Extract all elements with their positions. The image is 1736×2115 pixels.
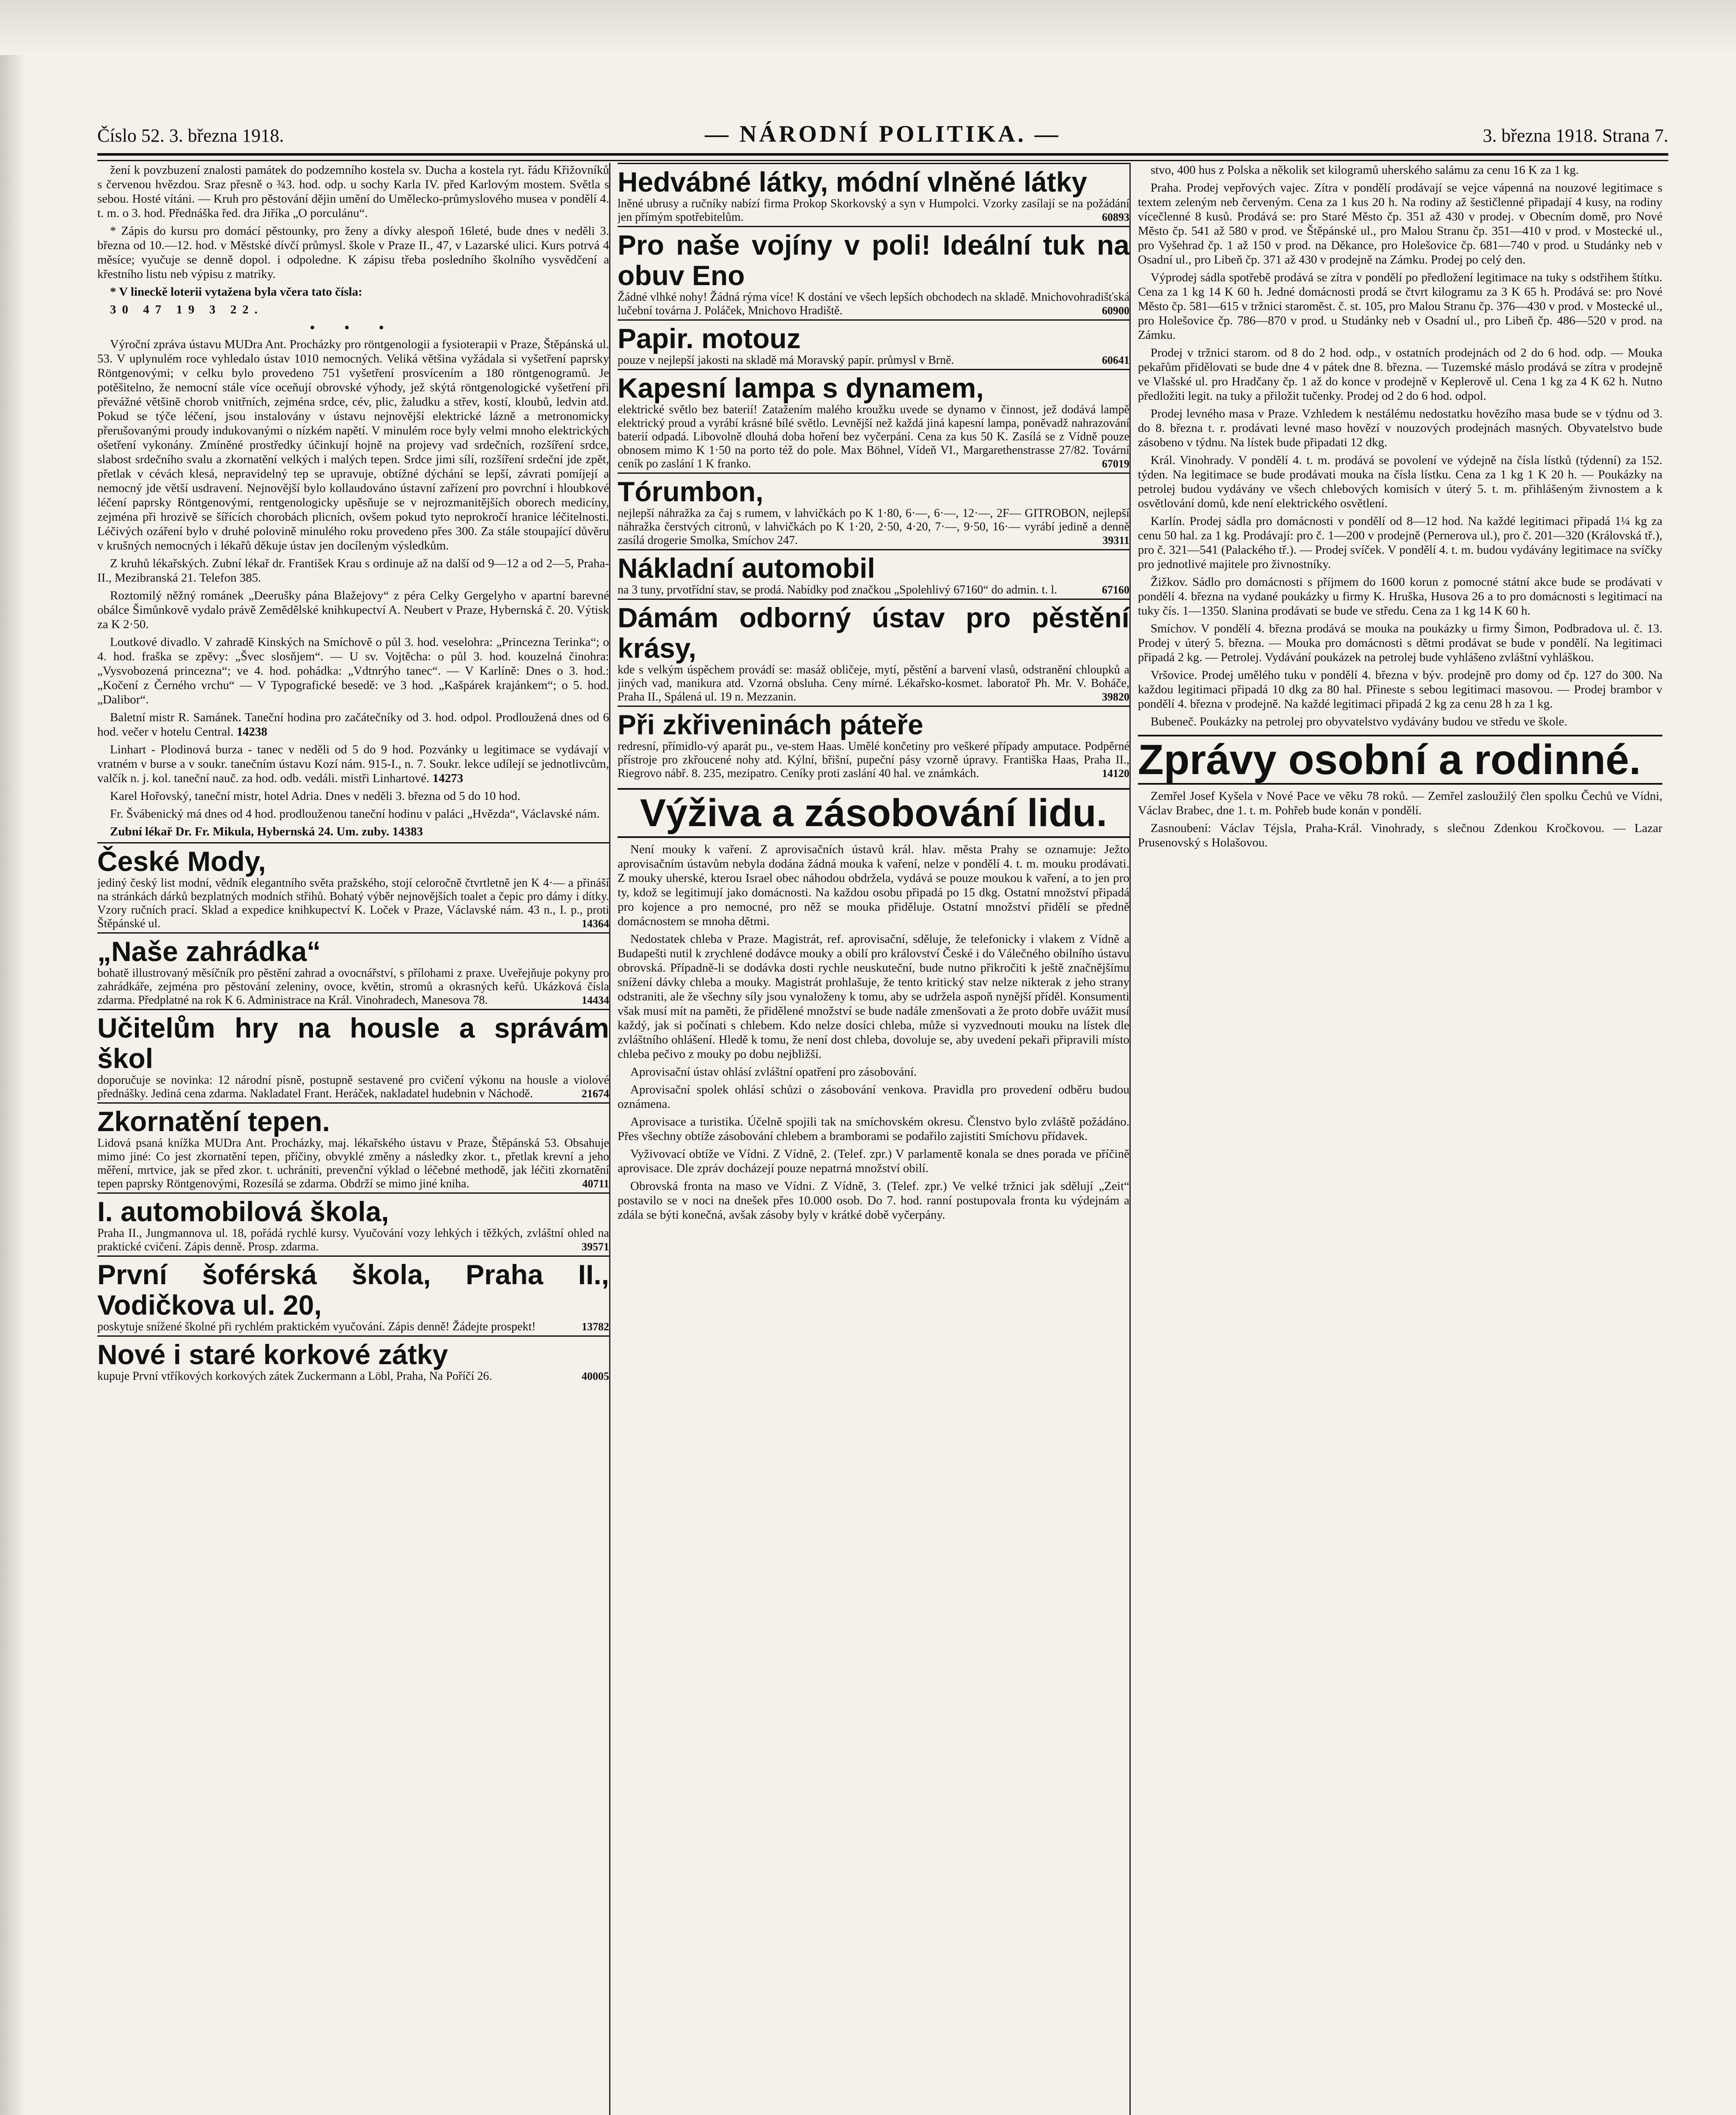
ad-text: doporučuje se novinka: 12 národní písně, postupně sestavené pro cvičení výkonu na housle a violové přednášky. Jediná cena zdarma. Nakladatel Frant. Heráček, nakladatel hudebnin v Náchodě.	[97, 1074, 609, 1100]
article-text: Loutkové divadlo. V zahradě Kinských na Smíchově o půl 3. hod. veselohra: „Princezna Terinka“; o 4. hod. fraška se zpěvy: „Švec slosňjem“. — U sv. Vojtěcha: o půl 3. hod. kouzelná činohra: „Vysvobozená princezna“; ve 4. hod. pohádka: „Vdtnrýho tanec“. — V Karlíně: Dnes o 3. hod.: „Kočení z Černého vrchu“ — V Typografické besedě: ve 3 hod. „Kašpárek krajánkem“; o 5. hod. „Dalibor“.	[97, 635, 609, 706]
ad-title: Tórumbon,	[618, 476, 764, 507]
classified-ad	[618, 319, 1129, 369]
ad-body	[97, 1320, 609, 1334]
ad-body	[618, 507, 1129, 547]
ad-text: redresní, přímidlo-vý aparát pu., ve-stem Haas. Umělé končetiny pro veškeré případy amputace. Podpěrné přístroje pro zkřoucené nohy atd. Kýlní, břišní, pupeční pásy vzorně úpravy. Františka Haas, Praha II., Riegrovo nábř. 8. 235, mezipatro. Ceníky proti zaslání 40 hal. ve známkách.	[618, 740, 1129, 780]
article-text: Aprovisační ústav ohlásí zvláštní opatření pro zásobování.	[630, 1065, 917, 1079]
column-divider	[1129, 163, 1131, 2115]
article-text: Vyživovací obtíže ve Vídni. Z Vídně, 2. (Telef. zpr.) V parlamentě konala se dnes porada ve příčině aprovisace. Dle zpráv docházejí pouze nepatrná množství obilí.	[618, 1147, 1129, 1175]
classified-ad	[618, 369, 1129, 472]
lottery-numbers: 30 47 19 3 22.	[110, 303, 264, 316]
classified-ad	[618, 472, 1129, 549]
ad-body	[618, 291, 1129, 318]
ad-text: elektrické světlo bez baterií! Zatažením malého kroužku uvede se dynamo v činnost, jež dodává lampě elektrický proud a vyrábí krásné bílé světlo. Levnější než každá jiná kapesní lampa, poněvadž nahrazování baterií odpadá. Libovolně dlouhá doba hoření bez vyčerpání. Cena za kus 50 K. Zasílá se z Vídně pouze obnosem mimo K 1·50 na porto též do pole. Max Böhnel, Vídeň VI., Margarethenstrasse 27/82. Tovární ceník po zaslání 1 K franko.	[618, 403, 1129, 470]
ad-text: bohatě illustrovaný měsíčník pro pěstění zahrad a ovocnářství, s přílohami z praxe. Uveřejňuje pokyny pro zahrádkáře, zejména pro pěstování zeleniny, ovoce, květin, stromů a okrasných keřů. Ukázková čísla zdarma. Předplatné na rok K 6. Administrace na Král. Vinohradech, Manesova 78.	[97, 967, 609, 1007]
article-text: Zasnoubení: Václav Téjsla, Praha-Král. Vinohrady, s slečnou Zdenkou Kročkovou. — Lazar Prusenovský s Holašovou.	[1138, 821, 1662, 849]
classified-ad	[618, 706, 1129, 782]
ad-text: Praha II., Jungmannova ul. 18, pořádá rychlé kursy. Vyučování vozy lehkých i těžkých, zvláštní ohled na praktické cvičení. Zápis denně. Prosp. zdarma.	[97, 1227, 609, 1253]
ad-number: 14434	[582, 994, 609, 1006]
classified-ad	[618, 163, 1129, 226]
article-text: stvo, 400 hus z Polska a několik set kilogramů uherského salámu za cenu 16 K za 1 kg.	[1151, 163, 1579, 177]
article-text: Nedostatek chleba v Praze. Magistrát, ref. aprovisační, sděluje, že telefonicky i vlakem z Vídně a Budapešti nutil k zrychlené dodávce mouky a obilí pro království České i do Válečného obilního ústavu obrovská. Případně-li se dodávka dosti rychle neuskuteční, bude nutno přikročiti k ještě značnějšímu snížení dávky chleba a mouky. Magistrát prohlašuje, že tento kritický stav nelze nikterak z jeho strany odstraniti, ale že všechny síly jsou vynaloženy k tomu, aby se udržela aspoň nynější příděl. Konsumenti však musí mít na paměti, že přidělené množství se bude nadále zmenšovati a že proto dobře uvážit musí každý, jak si počínati s chlebem. Kdo nelze dosíci chleba, může si vyzvednouti mouku na lístek dle zvláštního ohlášení. Hledě k tomu, že není dost chleba, dovoluje se, aby uvedení pekaři připravili místo chleba pečivo z mouky po dobu nejbližší.	[618, 932, 1129, 1061]
ad-body	[97, 1137, 609, 1191]
classified-ad	[97, 1192, 609, 1255]
ad-body	[618, 583, 1129, 597]
section-title: Zprávy osobní a rodinné.	[1138, 735, 1662, 785]
classified-ad	[97, 1255, 609, 1335]
article-text: Aprovisační spolek ohlásí schůzi o zásobování venkova. Pravidla pro provedení odběru budou oznámena.	[618, 1083, 1129, 1111]
article-text: žení k povzbuzení znalosti památek do podzemního kostela sv. Ducha a kostela ryt. řádu Křižovníků s červenou hvězdou. Sraz přesně o ¾3. hod. odp. u sochy Karla IV. před Karlovým mostem. Světla s sebou. Hosté vítáni. — Kruh pro pěstování dějin umění do Umělecko-průmyslového musea v pondělí 4. t. m. o 3. hod. Přednáška řed. dra Jiříka „O porculánu“.	[97, 163, 609, 220]
classified-ad	[97, 1009, 609, 1102]
ad-body	[97, 876, 609, 931]
ad-body	[97, 1074, 609, 1101]
classified-ad	[97, 932, 609, 1009]
article-text: Není mouky k vaření. Z aprovisačních ústavů král. hlav. města Prahy se oznamuje: Ježto aprovisačním ústavům nebyla dodána žádná mouka k vaření, nelze v pondělí 4. t. m. mouku prodávati. Z mouky uherské, kterou Israel obec náhodou obdržela, vydává se pouze moukou k vaření, a to jen pro ty, kdož se legitimují jako domácnosti. Na každou osobu připadá po 15 dkg. Ostatní množství připadá pro kojence a pro nemocné, pro něž se mouka přiděluje. Ostatní množství přidělí se předně domácnostem se mnoha dětmi.	[618, 843, 1129, 928]
ad-title: Nové i staré korkové zátky	[97, 1339, 448, 1370]
column-2	[618, 163, 1129, 2115]
notice-text: Linhart - Plodinová burza - tanec v neděli od 5 do 9 hod. Pozvánky u legitimace se vydávají v vratném v burse a v soukr. tanečním ústavu Kozí nám. 915-I., n. 7. Soukr. lekce udílejí se jednotlivcům, valčík n. j. kol. taneční nauč. za hod. odb. vedáli. mistři Linhartové. 14273	[97, 743, 609, 785]
article-text: Prodej levného masa v Praze. Vzhledem k nestálému nedostatku hovězího masa bude se v týdnu od 3. do 8. března t. r. prodávati levné maso hovězí v nouzových prodejnách masných. Obyvatelstvo bude zásobeno v týdnu. Na lístek bude připadati 12 dkg.	[1138, 407, 1662, 449]
notice-text: Fr. Švábenický má dnes od 4 hod. prodlouženou taneční hodinu v paláci „Hvězda“, Václavské nám.	[110, 807, 600, 821]
article-text: Z kruhů lékařských. Zubní lékař dr. František Krau s ordinuje až na další od 9—12 a od 2—5, Praha-II., Mezibranská 21. Telefon 385.	[97, 557, 609, 585]
article-text: Karlín. Prodej sádla pro domácnosti v pondělí od 8—12 hod. Na každé legitimaci připadá 1¼ kg za cenu 50 hal. za 1 kg. Prodávají: pro č. 1—200 v prodejně (Pernerova ul.), pro č. 201—320 (Královská tř.), pro č. 321—541 (Palackého tř.). — Prodej svíček. V pondělí 4. t. m. budou vydávány legitimace na svíčky pro jednotlivé majitele pro živnostníky.	[1138, 514, 1662, 571]
ad-text: nejlepší náhražka za čaj s rumem, v lahvičkách po K 1·80, 6·—, 6·—, 12·—, 2F— GITROBON, nejlepší náhražka čerstvých citronů, v lahvičkách po K 1·20, 2·50, 4·20, 7·—, 9·50, 16·— vyrábí jedině a denně zasílá drogerie Smolka, Smíchov 247.	[618, 507, 1129, 547]
separator: • • •	[310, 319, 397, 336]
classified-ads	[97, 842, 609, 1385]
classified-ad	[618, 549, 1129, 599]
article-text: Výprodej sádla spotřebě prodává se zítra v pondělí po předložení legitimace na tuky s odstřihem štítku. Cena za 1 kg 14 K 60 h. Jedné domácnosti prodá se čtvrt kilogramu za 3 K 65 h. Prodává se: pro Nové Město čp. 581—615 v tržnici staroměst. č. st. 105, pro Malou Stranu čp. 376—430 v prod. v Mostecké ul., pro Holešovice čp. 786—870 v prod. u Studánky neb v Osadní ul., pro Libeň čp. 486—520 v prod. na Zámku.	[1138, 271, 1662, 342]
notice-text: Karel Hořovský, taneční mistr, hotel Adria. Dnes v neděli 3. března od 5 do 10 hod.	[110, 789, 521, 803]
ad-number: 39820	[1102, 691, 1129, 703]
ad-title: Pro naše vojíny v poli! Ideální tuk na obuv Eno	[618, 229, 1129, 291]
article-text: Žižkov. Sádlo pro domácnosti s příjmem do 1600 korun z pomocné státní akce bude se prodávati v pondělí 4. března na vydané poukázky u firmy K. Hruška, Husova 26 a to pro domácnosti s legitimací na tuky čís. 1—1350. Slanina prodávati se bude ve středu. Cena za 1 kg 14 K 60 h.	[1138, 575, 1662, 618]
scan-edge-top	[0, 0, 1736, 55]
classified-ad	[618, 599, 1129, 706]
ad-body	[618, 740, 1129, 780]
ad-number: 14364	[582, 917, 609, 930]
ad-text: lněné ubrusy a ručníky nabízí firma Prokop Skorkovský a syn v Humpolci. Vzorky zasílají se na požádání jen přímým spotřebitelům.	[618, 197, 1129, 224]
classified-ad	[97, 842, 609, 932]
ad-title: Kapesní lampa s dynamem,	[618, 372, 984, 404]
ad-body	[618, 354, 1129, 367]
article-text: Roztomilý něžný románek „Deerušky pána Blažejovy“ z péra Celky Gergelyho v apartní barevné obálce Šimůnkově vydalo právě Zemědělské knihkupectví A. Neubert v Praze, Hybernská č. 20. Výtisk za K 2·50.	[97, 589, 609, 631]
article-text: Aprovisace a turistika. Účelně spojili tak na smíchovském okresu. Členstvo bylo zvláště požádáno. Přes všechny obtíže zásobování chlebem a bramborami se podařilo zajistiti Smíchovu přídavek.	[618, 1115, 1129, 1143]
ad-title: Učitelům hry na housle a správám škol	[97, 1012, 609, 1074]
ad-body	[618, 663, 1129, 704]
article-text: Smíchov. V pondělí 4. března prodává se mouka na poukázky u firmy Šimon, Podbradova ul. č. 13. Prodej v úterý 5. března. — Mouka pro domácnosti s dětmi prodávat se bude v pondělí. Na legitimaci připadá 2 kg. — Petrolej. Vydávání poukázek na petrolej bude vyhlášeno zvláštní vyhláškou.	[1138, 622, 1662, 664]
ad-text: na 3 tuny, prvotřídní stav, se prodá. Nabídky pod značkou „Spolehlivý 67160“ do admin. t. l.	[618, 583, 1058, 596]
ad-body	[618, 197, 1129, 224]
ad-number: 39571	[582, 1241, 609, 1253]
ad-number: 67160	[1102, 584, 1129, 596]
classified-ad	[97, 1102, 609, 1192]
ad-title: I. automobilová škola,	[97, 1196, 389, 1227]
ad-title: Při zkřiveninách páteře	[618, 709, 923, 740]
ad-number: 60641	[1102, 354, 1129, 366]
ad-number: 21674	[582, 1088, 609, 1100]
ad-body	[618, 403, 1129, 471]
ad-number: 67019	[1102, 458, 1129, 470]
notice-text: Zubní lékař Dr. Fr. Mikula, Hybernská 24. Um. zuby. 14383	[110, 825, 423, 838]
article-text: Král. Vinohrady. V pondělí 4. t. m. prodává se povolení ve výdejně na čísla lístků (týdenní) za 152. týden. Na legitimace se bude prodávati mouka na čísla lístku. Cena za 1 kg 1 K 20 h. — Poukázky na petrolej budou vydávány ve všech chlebových komisích v úterý 5. t. m. přihlášeným živnostem a k osvětlování domů, kde není elektrického osvětlení.	[1138, 453, 1662, 510]
column-3	[1138, 163, 1662, 2115]
ad-number: 40005	[582, 1370, 609, 1382]
ad-number: 14120	[1102, 767, 1129, 780]
column-divider	[609, 163, 610, 2115]
article-text: Bubeneč. Poukázky na petrolej pro obyvatelstvo vydávány budou ve středu ve škole.	[1151, 715, 1567, 728]
article-text: Vršovice. Prodej umělého tuku v pondělí 4. března v býv. prodejně pro domy od čp. 127 do 300. Na každou legitimaci připadá 10 dkg za 80 hal. Přineste s sebou legitimaci masovou. — Prodej brambor v pondělí 4. března v prodejně. Na každé legitimaci připadá 2 kg za cenu 28 h za 1 kg.	[1138, 668, 1662, 711]
ad-title: První šoférská škola, Praha II., Vodičkova ul. 20,	[97, 1259, 609, 1321]
ad-body	[97, 1370, 609, 1383]
ad-text: jediný český list modní, vědník elegantního světa pražského, stojí celoročně čtvrtletně jen K 4·— a přináší na stránkách dárků bezplatných modních střihů. Bohatý výběr nejnovějších toalet a čepic pro dámy i dítky. Vzory ručních prací. Sklad a expedice knihkupectví K. Loček v Praze, Václavské nám. 43 n., I. p., proti Štěpánské ul.	[97, 876, 609, 930]
scan-edge	[0, 0, 25, 2115]
newspaper-title: — NÁRODNÍ POLITIKA. —	[705, 121, 1061, 147]
article-text: Zemřel Josef Kyšela v Nové Pace ve věku 78 roků. — Zemřel zasloužilý člen spolku Čechů ve Vídni, Václav Brabec, dne 1. t. m. Pohřeb bude konán v pondělí.	[1138, 789, 1662, 817]
ad-number: 60893	[1102, 211, 1129, 223]
column-1	[97, 163, 609, 2115]
header-rule	[97, 153, 1668, 161]
ad-title: Papir. motouz	[618, 323, 801, 354]
section-title: Výživa a zásobování lidu.	[618, 788, 1129, 838]
ad-number: 40711	[582, 1178, 609, 1190]
article-text: Prodej v tržnici starom. od 8 do 2 hod. odp., v ostatních prodejnách od 2 do 6 hod. odp. — Mouka pekařům přidělovati se bude dne 4 v pátek dne 8. března. — Tuzemské máslo prodává se zítra v prodejně ve Vlašské ul. pro Hradčany čp. 1 až do konce v prodejně v Keplerově ul. Cena 1 kg za 4 K 62 h. Nutno předložiti legit. na tuky a přiložit tučenky. Prodej od 2 do 6 hod. odpol.	[1138, 346, 1662, 403]
ad-title: Nákladní automobil	[618, 552, 875, 584]
article-text: Výroční zpráva ústavu MUDra Ant. Procházky pro röntgenologii a fysioterapii v Praze, Štěpánská ul. 53. V uplynulém roce vyhledalo ústav 1010 nemocných. Veliká většina vyžádala si vyšetření paprsky Röntgenovými; v celku bylo provedeno 751 vyšetření prosvícením a 180 röntgenogramů. Je potěšitelno, že nemocní stále více oceňují obrovské výhody, jež skýtá röntgenologické vyšetření při převážné většině chorob vnitřních, zejména srdce, cév, plic, žaludku a střev, kostí, kloubů, ledvin atd. Pokud se týče léčení, jsou instalovány v ústavu nejnovější elektrické lázně a metronomicky přerušovanými proudy indukovanými o nízkém napětí. V minulém roce byly velmi mnoho elektrických ošetření vykonány. Zmíněné prostředky účinkují hojně na projevy vad srdečních, rozšíření srdce, slabost srdečního svalu a zkornatění velkých i malých tepen. Srdce jimi sílí, rozšíření srdeční jde zpět, přetlak v cévách klesá, nepravidelný tep se upravuje, obtížné dýchání se lepší, závrati pomíjejí a nemocný jde větší usdravení. Nejnovější bylo kollaudováno ústavní zařízení pro povrchní i hloubkové léčení paprsky Röntgenovými, rentgenologicky upěsňuje se v nejrozmanitějších oborech medicíny, zejména při hrozivě se šířících chorobách plicních, ovšem pokud tyto neprokročí hranice léčitelnosti. Léčivých ozáření bylo v druhé polovině minulého roku provedeno přes 300. Za stále stoupající důvěru v krušných nemocných i lékařů děkuje ústav jen docíleným výsledkům.	[97, 338, 609, 552]
ad-text: kde s velkým úspěchem provádí se: masáž obličeje, mytí, pěstění a barvení vlasů, odstranění chloupků a jiných vad, manikura atd. Vzorná obsluha. Ceny mírné. Lékařsko-kosmet. laboratoř Ph. Mr. V. Boháče, Praha II., Spálená ul. 19 n. Mezzanin.	[618, 663, 1129, 703]
ad-text: pouze v nejlepší jakosti na skladě má Moravský papír. průmysl v Brně.	[618, 354, 954, 367]
classified-ad	[97, 1335, 609, 1385]
ad-number: 13782	[582, 1321, 609, 1333]
masthead	[97, 121, 1668, 154]
issue-number: Číslo 52. 3. března 1918.	[97, 125, 284, 146]
ad-title: Hedvábné látky, módní vlněné látky	[618, 166, 1088, 198]
ad-text: Žádné vlhké nohy! Žádná rýma více! K dostání ve všech lepších obchodech na skladě. Mnichovohradišťská lučební továrna J. Poláček, Mnichovo Hradiště.	[618, 291, 1129, 317]
notice-text: Baletní mistr R. Samánek. Taneční hodina pro začátečníky od 3. hod. odpol. Prodloužená dnes od 6 hod. večer v hotelu Central. 14238	[97, 711, 609, 739]
ad-title: České Mody,	[97, 846, 266, 877]
ad-title: Dámám odborný ústav pro pěstění krásy,	[618, 602, 1129, 664]
date-page: 3. března 1918. Strana 7.	[1483, 125, 1668, 146]
ad-number: 60900	[1102, 305, 1129, 317]
classified-ads	[618, 163, 1129, 782]
ad-text: poskytuje snížené školné při rychlém praktickém vyučování. Zápis denně! Žádejte prospekt!	[97, 1320, 536, 1333]
ad-body	[97, 967, 609, 1007]
lottery-heading: * V lineckě loterii vytažena byla včera tato čísla:	[110, 285, 363, 299]
ad-body	[97, 1227, 609, 1254]
article-text: Obrovská fronta na maso ve Vídni. Z Vídně, 3. (Telef. zpr.) Ve velké tržnici jak sdělují „Zeit“ postavilo se v noci na dnešek přes 10.000 osob. Do 7. hod. ranní postupovala fronta ku výdejnám a zdála se býti konečná, avšak zásoby byly v krátké době vyčerpány.	[618, 1179, 1129, 1222]
classified-ad	[618, 226, 1129, 319]
article-text: Praha. Prodej vepřových vajec. Zítra v pondělí prodávají se vejce vápenná na nouzové legitimace s textem zeleným neb červeným. Cena za 1 kus 20 h. Na rodiny až šestičlenné připadají 4 kusy, na rodiny vícečlenné 8 kusů. Prodává se: pro Staré Město čp. 351 až 430 v prodej. v Obecním domě, pro Nové Město čp. 541 až 580 v prod. ve Štěpánské ul., pro Malou Stranu čp. 351—410 v prod. v Mostecké ul., pro Vyšehrad čp. 1 až 150 v prod. na Děkance, pro Holešovice čp. 681—740 v prod. u Studánky neb v Osadní ul., pro Libeň čp. 371 až 430 v prodejně na Zámku. Prodej po celý den.	[1138, 181, 1662, 266]
ad-text: Lidová psaná knížka MUDra Ant. Procházky, maj. lékařského ústavu v Praze, Štěpánská 53. Obsahuje mimo jiné: Co jest zkornatění tepen, příčiny, obvyklé změny a následky zkor. t., přetlak krevní a jeho měření, mrtvice, jak se před zkor. t. uchrániti, prevenční výklad o léčebné methodě, jak léčiti zkornatění tepen paprsky Röntgenovými, Rozesílá se zdarma. Obdrží se mimo jiné kniha.	[97, 1137, 609, 1190]
ad-title: Zkornatění tepen.	[97, 1106, 330, 1137]
ad-title: „Naše zahrádka“	[97, 936, 321, 967]
article-text: * Zápis do kursu pro domácí pěstounky, pro ženy a dívky alespoň 16leté, bude dnes v neděli 3. března od 10.—12. hod. v Městské dívčí průmysl. škole v Praze II., 47, v Lazarské ulici. Kurs potrvá 4 měsíce; vyučuje se denně dopol. i odpoledne. K zápisu třeba posledního školního vysvědčení a křestního listu neb výpisu z matriky.	[97, 224, 609, 281]
ad-number: 39311	[1102, 534, 1129, 547]
ad-text: kupuje První vtříkových korkových zátek Zuckermann a Löbl, Praha, Na Poříčí 26.	[97, 1370, 492, 1383]
